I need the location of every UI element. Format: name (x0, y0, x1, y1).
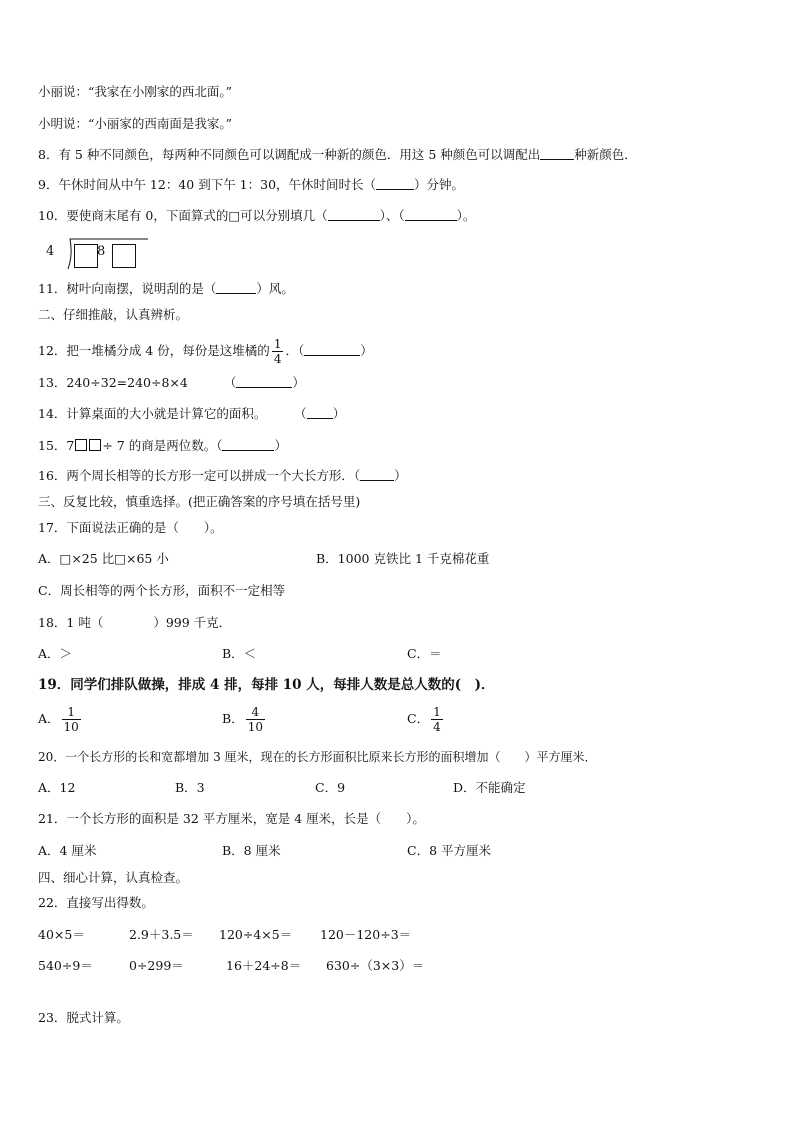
digit-box[interactable] (89, 439, 101, 451)
q9-text: 9．午休时间从中午 12：40 到下午 1：30，午休时间时长（ (38, 177, 377, 192)
calc-item: 0÷299＝ (129, 958, 184, 973)
q21-option-c[interactable]: C．8 平方厘米 (407, 843, 491, 858)
digit-box[interactable] (75, 439, 87, 451)
q19-option-c[interactable] (407, 703, 445, 735)
divisor: 4 (46, 244, 55, 259)
q12-tail: ） (360, 343, 373, 358)
numerator: 1 (433, 705, 441, 719)
denominator: 10 (63, 720, 79, 734)
option-label: B． (222, 711, 244, 726)
fraction (62, 705, 81, 734)
answer-blank[interactable] (540, 147, 574, 160)
section-3-heading: 三、反复比较，慎重选择。(把正确答案的序号填在括号里) (38, 494, 361, 509)
question-9 (38, 177, 464, 193)
line-xiaoming: 小明说：“小丽家的西南面是我家。” (38, 116, 233, 131)
q17-option-b[interactable]: B．1000 克铁比 1 千克棉花重 (316, 551, 490, 566)
q13-text: 13．240÷32=240÷8×4 (38, 375, 188, 390)
question-17: 17．下面说法正确的是（ ）。 (38, 520, 223, 535)
answer-blank[interactable] (376, 177, 414, 190)
question-14 (38, 406, 345, 422)
calc-item: 120÷4×5＝ (219, 927, 293, 942)
line-xiaoli: 小丽说：“我家在小刚家的西北面。” (38, 84, 233, 99)
q14-close: ） (332, 406, 346, 421)
calc-item: 16＋24÷8＝ (226, 958, 302, 973)
q18-option-a[interactable]: A．＞ (38, 646, 73, 661)
option-label: A． (38, 711, 60, 726)
calc-item: 2.9＋3.5＝ (129, 927, 194, 942)
question-20: 20．一个长方形的长和宽都增加 3 厘米，现在的长方形面积比原来长方形的面积增加（ ）平方厘米． (38, 750, 597, 764)
answer-blank[interactable] (216, 281, 256, 294)
q21-option-b[interactable]: B．8 厘米 (222, 843, 281, 858)
denominator: 4 (273, 352, 282, 366)
q11-tail: ）风。 (256, 281, 294, 296)
numerator: 1 (273, 337, 282, 351)
answer-blank[interactable] (222, 438, 274, 451)
dividend-digit: 8 (97, 244, 106, 259)
calc-item: 40×5＝ (38, 927, 85, 942)
fraction (272, 337, 284, 366)
answer-blank[interactable] (304, 343, 360, 356)
answer-blank[interactable] (328, 208, 380, 221)
fraction (431, 705, 443, 734)
denominator: 10 (247, 720, 263, 734)
q15-text: 15．7 (38, 438, 75, 453)
q9-tail: ）分钟。 (414, 177, 465, 192)
q20-option-d[interactable]: D．不能确定 (453, 780, 526, 795)
q14-text: 14．计算桌面的大小就是计算它的面积。 (38, 406, 267, 421)
q19-option-b[interactable] (222, 703, 267, 735)
answer-blank[interactable] (405, 208, 457, 221)
question-10 (38, 208, 475, 224)
q11-text: 11．树叶向南摆，说明刮的是（ (38, 281, 217, 296)
numerator: 4 (251, 705, 260, 719)
digit-box[interactable] (74, 244, 98, 268)
q20-option-c[interactable]: C．9 (315, 780, 346, 795)
q8-tail: 种新颜色． (574, 147, 637, 162)
q12-text: 12．把一堆橘分成 4 份，每份是这堆橘的 (38, 343, 270, 358)
section-2-heading: 二、仔细推敲，认真辨析。 (38, 307, 189, 322)
q13-open: （ (223, 375, 237, 390)
long-division-figure (40, 237, 150, 271)
q10-mid: ）、（ (379, 208, 405, 223)
option-label: C． (407, 711, 430, 726)
question-18: 18．1 吨（ ）999 千克． (38, 615, 232, 630)
digit-box[interactable] (112, 244, 136, 268)
question-13 (38, 375, 305, 391)
q18-option-b[interactable]: B．＜ (222, 646, 257, 661)
q15-mid: ÷ 7 的商是两位数。（ (102, 438, 223, 453)
question-16 (38, 468, 407, 484)
q14-open: （ (300, 406, 307, 421)
q16-close: ） (394, 468, 407, 483)
calc-item: 120－120÷3＝ (320, 927, 412, 942)
q15-close: ） (274, 438, 287, 453)
q19-option-a[interactable] (38, 703, 83, 735)
fraction (246, 705, 265, 734)
calc-item: 540÷9＝ (38, 958, 93, 973)
q18-option-c[interactable]: C．＝ (407, 646, 442, 661)
q20-option-b[interactable]: B．3 (175, 780, 205, 795)
q16-text: 16．两个周长相等的长方形一定可以拼成一个大长方形．（ (38, 468, 361, 483)
section-4-heading: 四、细心计算，认真检查。 (38, 870, 189, 885)
numerator: 1 (67, 705, 75, 719)
answer-blank[interactable] (236, 375, 292, 388)
q21-option-a[interactable]: A．4 厘米 (38, 843, 97, 858)
q10-text: 10．要使商末尾有 0，下面算式的□可以分别填几（ (38, 208, 328, 223)
question-23: 23．脱式计算。 (38, 1010, 129, 1025)
q8-text: 8．有 5 种不同颜色，每两种不同颜色可以调配成一种新的颜色．用这 5 种颜色可以调配出 (38, 147, 541, 162)
q17-option-a[interactable]: A．□×25 比□×65 小 (38, 551, 169, 566)
answer-blank[interactable] (307, 406, 333, 419)
question-8 (38, 147, 637, 163)
question-11 (38, 281, 294, 297)
question-15 (38, 438, 287, 454)
calc-item: 630÷（3×3）＝ (326, 958, 425, 973)
answer-blank[interactable] (360, 468, 394, 481)
q17-option-c[interactable]: C．周长相等的两个长方形，面积不一定相等 (38, 583, 286, 598)
q10-tail: ）。 (456, 208, 476, 223)
question-22: 22．直接写出得数。 (38, 895, 154, 910)
denominator: 4 (433, 720, 441, 734)
q20-option-a[interactable]: A．12 (38, 780, 76, 795)
q12-mid: ．（ (285, 343, 305, 358)
q13-close: ） (292, 375, 305, 390)
question-12 (38, 336, 373, 366)
question-21: 21．一个长方形的面积是 32 平方厘米，宽是 4 厘米，长是（ ）。 (38, 811, 425, 826)
question-19: 19．同学们排队做操，排成 4 排，每排 10 人，每排人数是总人数的( )． (38, 677, 495, 693)
